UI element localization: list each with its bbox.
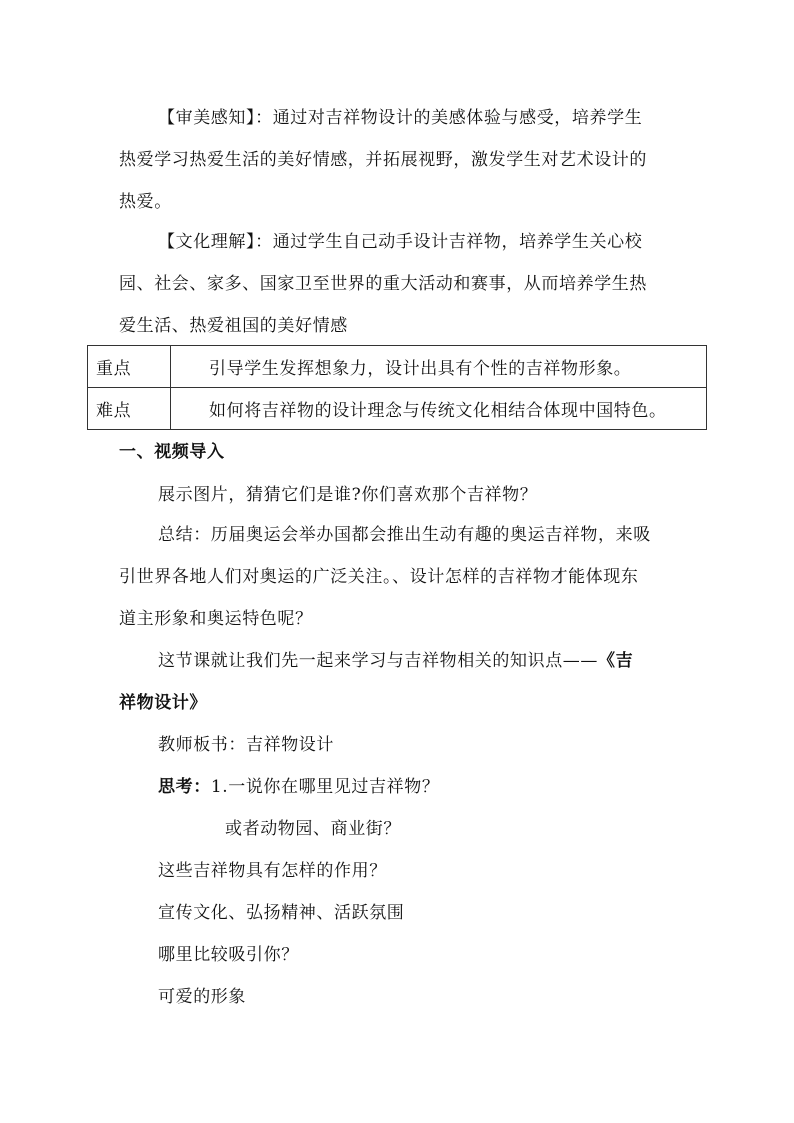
table-row-key-point <box>88 346 707 388</box>
answer-function: 宣传文化、弘扬精神、活跃氛围 <box>158 903 405 923</box>
aesthetic-line-3: 热爱。 <box>119 192 172 212</box>
key-difficult-points-table <box>87 345 707 430</box>
lesson-title-part-2: 祥物设计》 <box>119 693 207 713</box>
question-attract: 哪里比较吸引你？ <box>158 945 299 965</box>
board-writing: 教师板书：吉祥物设计 <box>158 735 334 755</box>
difficult-point-label: 难点 <box>88 388 171 430</box>
lesson-title-part-1: 《吉 <box>598 651 634 671</box>
think-sub-item: 或者动物园、商业街？ <box>225 819 401 839</box>
think-label: 思考： <box>158 777 211 797</box>
lesson-intro-text: 这节课就让我们先一起来学习与吉祥物相关的知识点—— <box>158 651 598 671</box>
key-point-content: 引导学生发挥想象力，设计出具有个性的吉祥物形象。 <box>171 346 707 388</box>
think-item: 1.一说你在哪里见过吉祥物？ <box>210 777 440 797</box>
summary-line-3: 道主形象和奥运特色呢？ <box>119 609 313 629</box>
key-point-label: 重点 <box>88 346 171 388</box>
summary-line-2: 引世界各地人们对奥运的广泛关注。、设计怎样的吉祥物才能体现东 <box>119 567 639 587</box>
aesthetic-line-2: 热爱学习热爱生活的美好情感，并拓展视野，激发学生对艺术设计的 <box>119 150 647 170</box>
think-line <box>158 776 439 798</box>
aesthetic-line-1: 【审美感知】：通过对吉祥物设计的美感体验与感受，培养学生 <box>158 108 643 128</box>
intro-text: 展示图片，猜猜它们是谁?你们喜欢那个吉祥物？ <box>158 485 538 505</box>
lesson-line-1 <box>158 650 633 672</box>
difficult-point-content: 如何将吉祥物的设计理念与传统文化相结合体现中国特色。 <box>171 388 707 430</box>
table-row-difficult-point <box>88 388 707 430</box>
summary-line-1: 总结：历届奥运会举办国都会推出生动有趣的奥运吉祥物，来吸 <box>158 525 651 545</box>
question-function: 这些吉祥物具有怎样的作用？ <box>158 861 387 881</box>
culture-line-2: 园、社会、家多、国家卫至世界的重大活动和赛事，从而培养学生热 <box>119 274 647 294</box>
answer-attract: 可爱的形象 <box>158 987 246 1007</box>
culture-line-1: 【文化理解】：通过学生自己动手设计吉祥物，培养学生关心校 <box>158 232 643 252</box>
culture-line-3: 爱生活、热爱祖国的美好情感 <box>119 316 348 336</box>
section-heading: 一、视频导入 <box>119 442 225 462</box>
